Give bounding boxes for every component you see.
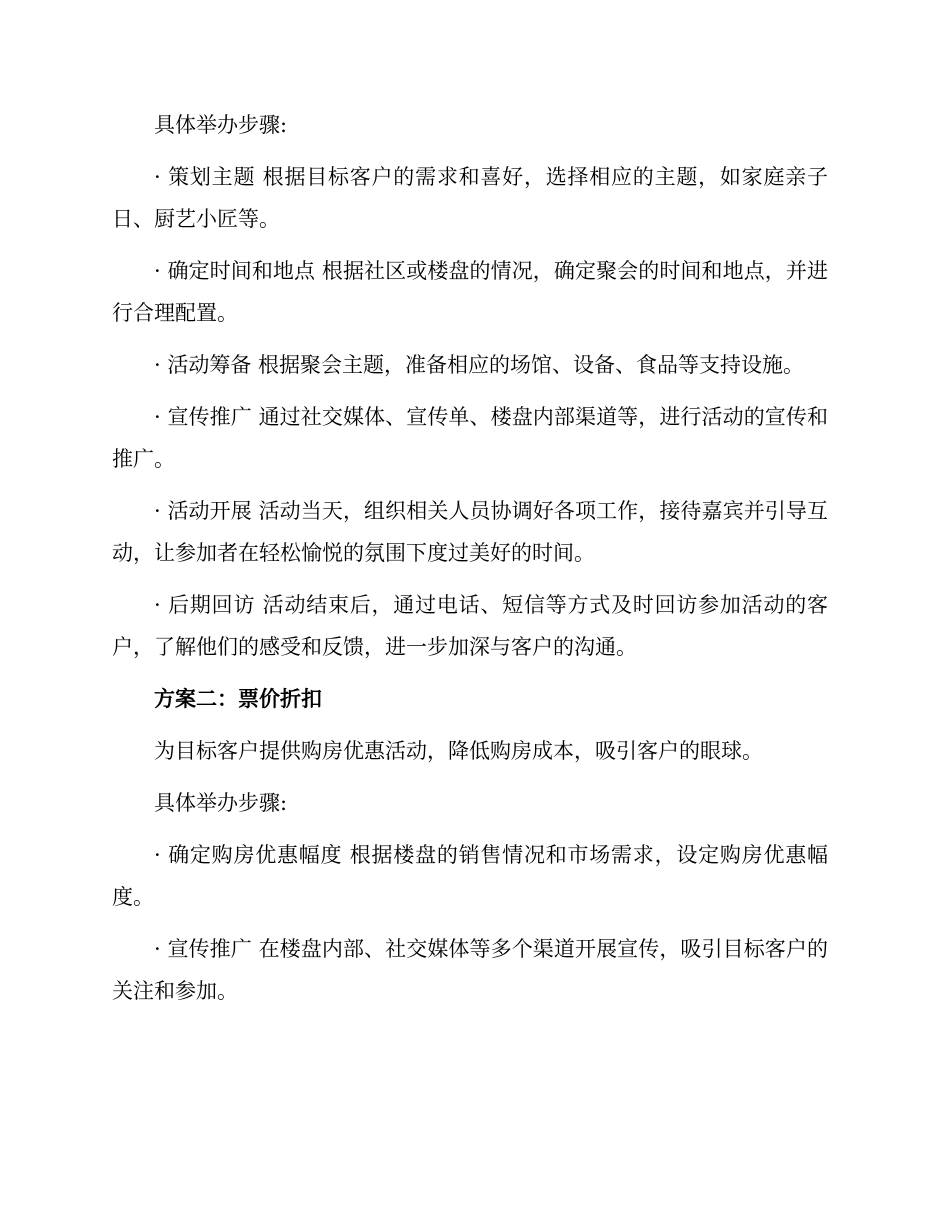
- plan-two-description: 为目标客户提供购房优惠活动，降低购房成本，吸引客户的眼球。: [154, 739, 763, 763]
- step-time-location: · 确定时间和地点 根据社区或楼盘的情况，确定聚会的时间和地点，并进行合理配置。: [112, 259, 828, 325]
- step-follow-up: · 后期回访 活动结束后，通过电话、短信等方式及时回访参加活动的客户，了解他们的感受和反馈，进一步加深与客户的沟通。: [112, 593, 828, 659]
- step-promotion-1: · 宣传推广 通过社交媒体、宣传单、楼盘内部渠道等，进行活动的宣传和推广。: [112, 405, 828, 471]
- step-event-execution: · 活动开展 活动当天，组织相关人员协调好各项工作，接待嘉宾并引导互动，让参加者在轻松愉悦的氛围下度过美好的时间。: [112, 499, 828, 565]
- document-page: [112, 104, 828, 1022]
- step-plan-theme: · 策划主题 根据目标客户的需求和喜好，选择相应的主题，如家庭亲子日、厨艺小匠等。: [112, 165, 828, 231]
- step-preparation: · 活动筹备 根据聚会主题，准备相应的场馆、设备、食品等支持设施。: [154, 353, 805, 377]
- step-discount-range: · 确定购房优惠幅度 根据楼盘的销售情况和市场需求，设定购房优惠幅度。: [112, 843, 828, 909]
- steps-intro-2: 具体举办步骤:: [154, 791, 288, 815]
- steps-intro-1: 具体举办步骤:: [154, 113, 288, 137]
- step-promotion-2: · 宣传推广 在楼盘内部、社交媒体等多个渠道开展宣传，吸引目标客户的关注和参加。: [112, 937, 828, 1003]
- section-heading-plan-two: 方案二：票价折扣: [154, 686, 322, 711]
